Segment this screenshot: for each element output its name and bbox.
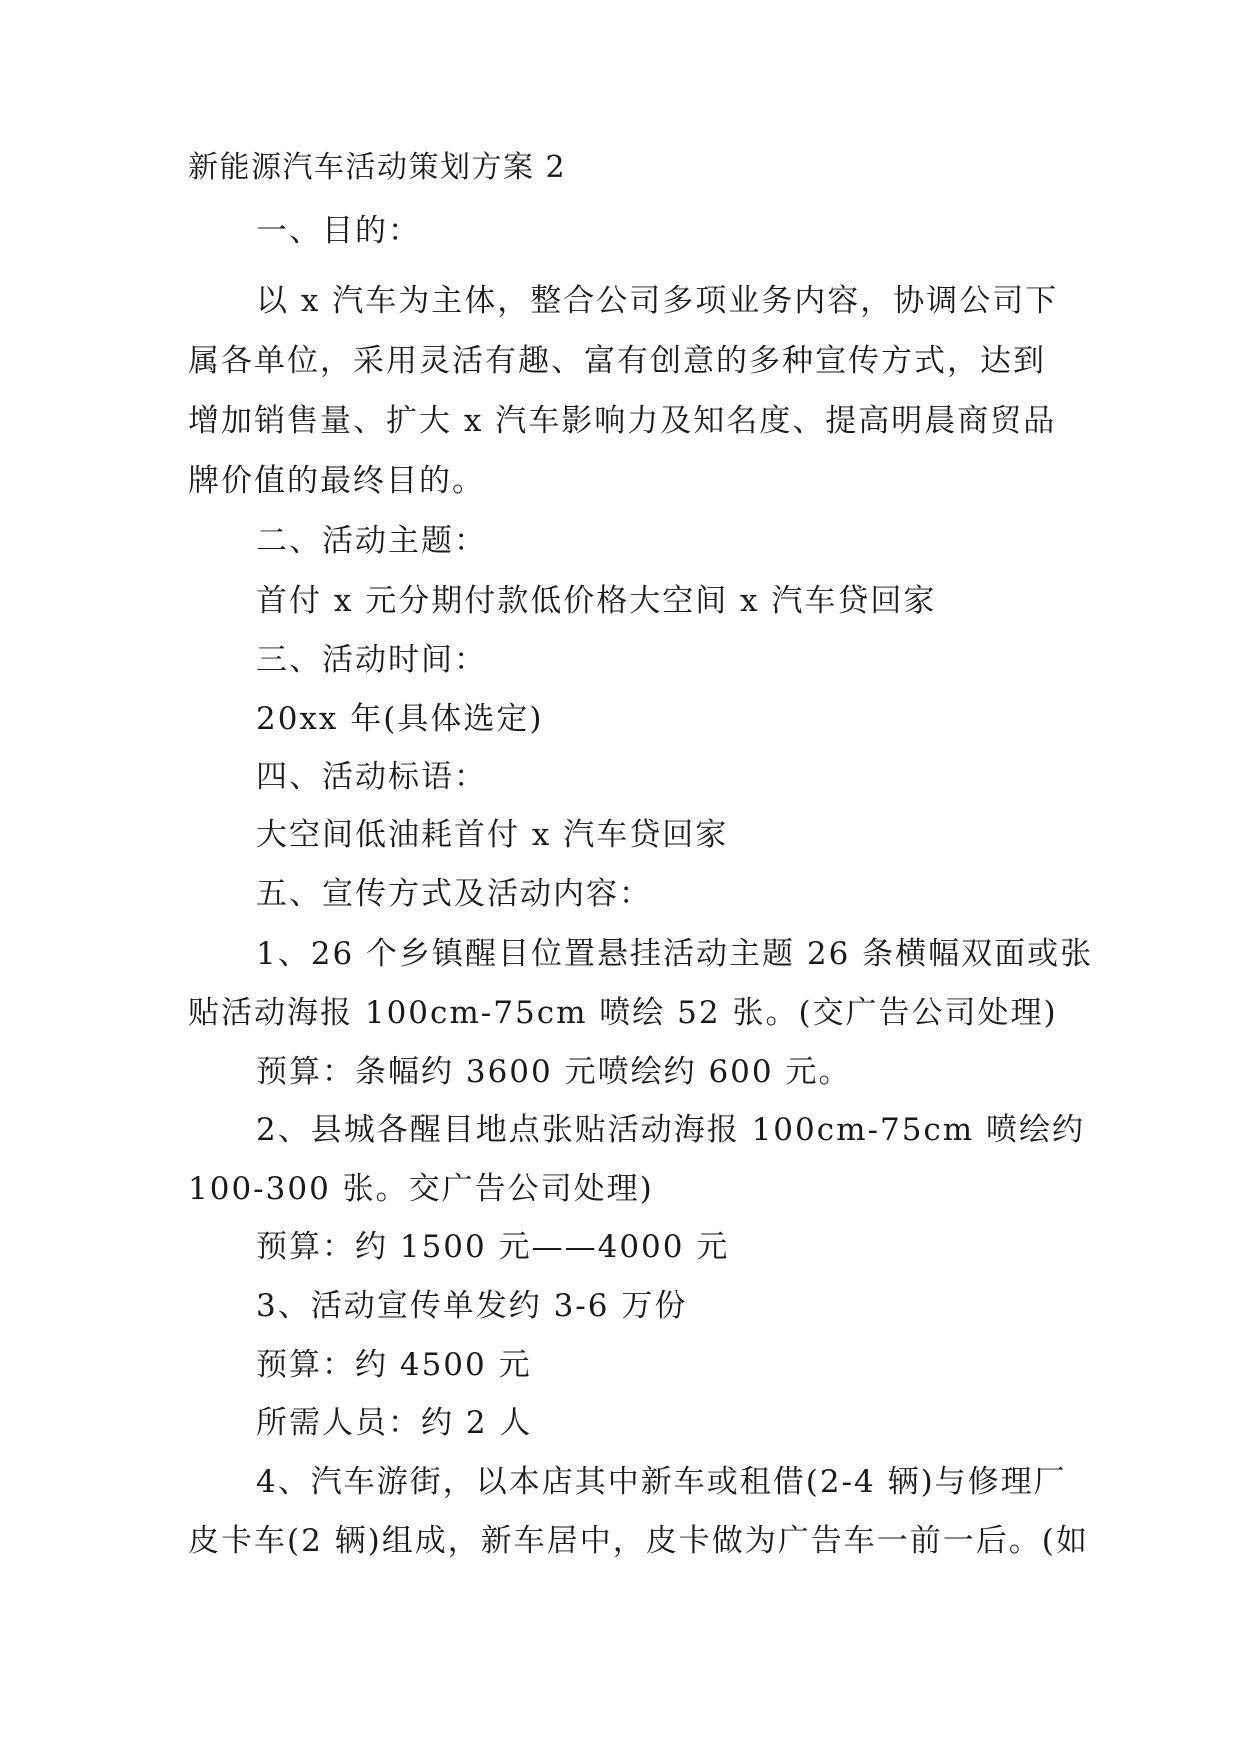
paragraph-line: 皮卡车(2 辆)组成，新车居中，皮卡做为广告车一前一后。(如 [188,1523,1089,1559]
paragraph-line: 以 x 汽车为主体，整合公司多项业务内容，协调公司下 [256,283,1059,319]
paragraph-line: 牌价值的最终目的。 [188,463,485,499]
paragraph-line: 预算：约 1500 元——4000 元 [256,1229,730,1265]
paragraph-line: 属各单位，采用灵活有趣、富有创意的多种宣传方式，达到 [188,343,1046,379]
section-heading-promotion: 五、宣传方式及活动内容： [256,876,652,912]
section-heading-slogan: 四、活动标语： [256,759,487,795]
paragraph-line: 大空间低油耗首付 x 汽车贷回家 [256,817,729,853]
paragraph-line: 20xx 年(具体选定) [256,701,544,737]
document-title: 新能源汽车活动策划方案 2 [188,150,567,185]
paragraph-line: 1、26 个乡镇醒目位置悬挂活动主题 26 条横幅双面或张 [256,936,1094,972]
paragraph-line: 首付 x 元分期付款低价格大空间 x 汽车贷回家 [256,583,937,619]
paragraph-line: 预算：约 4500 元 [256,1347,532,1383]
paragraph-line: 100-300 张。交广告公司处理) [188,1171,654,1207]
paragraph-line: 3、活动宣传单发约 3-6 万份 [256,1288,688,1324]
paragraph-line: 增加销售量、扩大 x 汽车影响力及知名度、提高明晨商贸品 [188,403,1057,439]
section-heading-theme: 二、活动主题： [256,523,487,559]
paragraph-line: 所需人员：约 2 人 [256,1405,533,1441]
section-heading-purpose: 一、目的： [256,213,421,249]
paragraph-line: 2、县城各醒目地点张贴活动海报 100cm-75cm 喷绘约 [256,1112,1086,1148]
paragraph-line: 4、汽车游街，以本店其中新车或租借(2-4 辆)与修理厂 [256,1464,1067,1500]
section-heading-time: 三、活动时间： [256,642,487,678]
paragraph-line: 预算：条幅约 3600 元喷绘约 600 元。 [256,1054,852,1090]
paragraph-line: 贴活动海报 100cm-75cm 喷绘 52 张。(交广告公司处理) [188,995,1058,1031]
